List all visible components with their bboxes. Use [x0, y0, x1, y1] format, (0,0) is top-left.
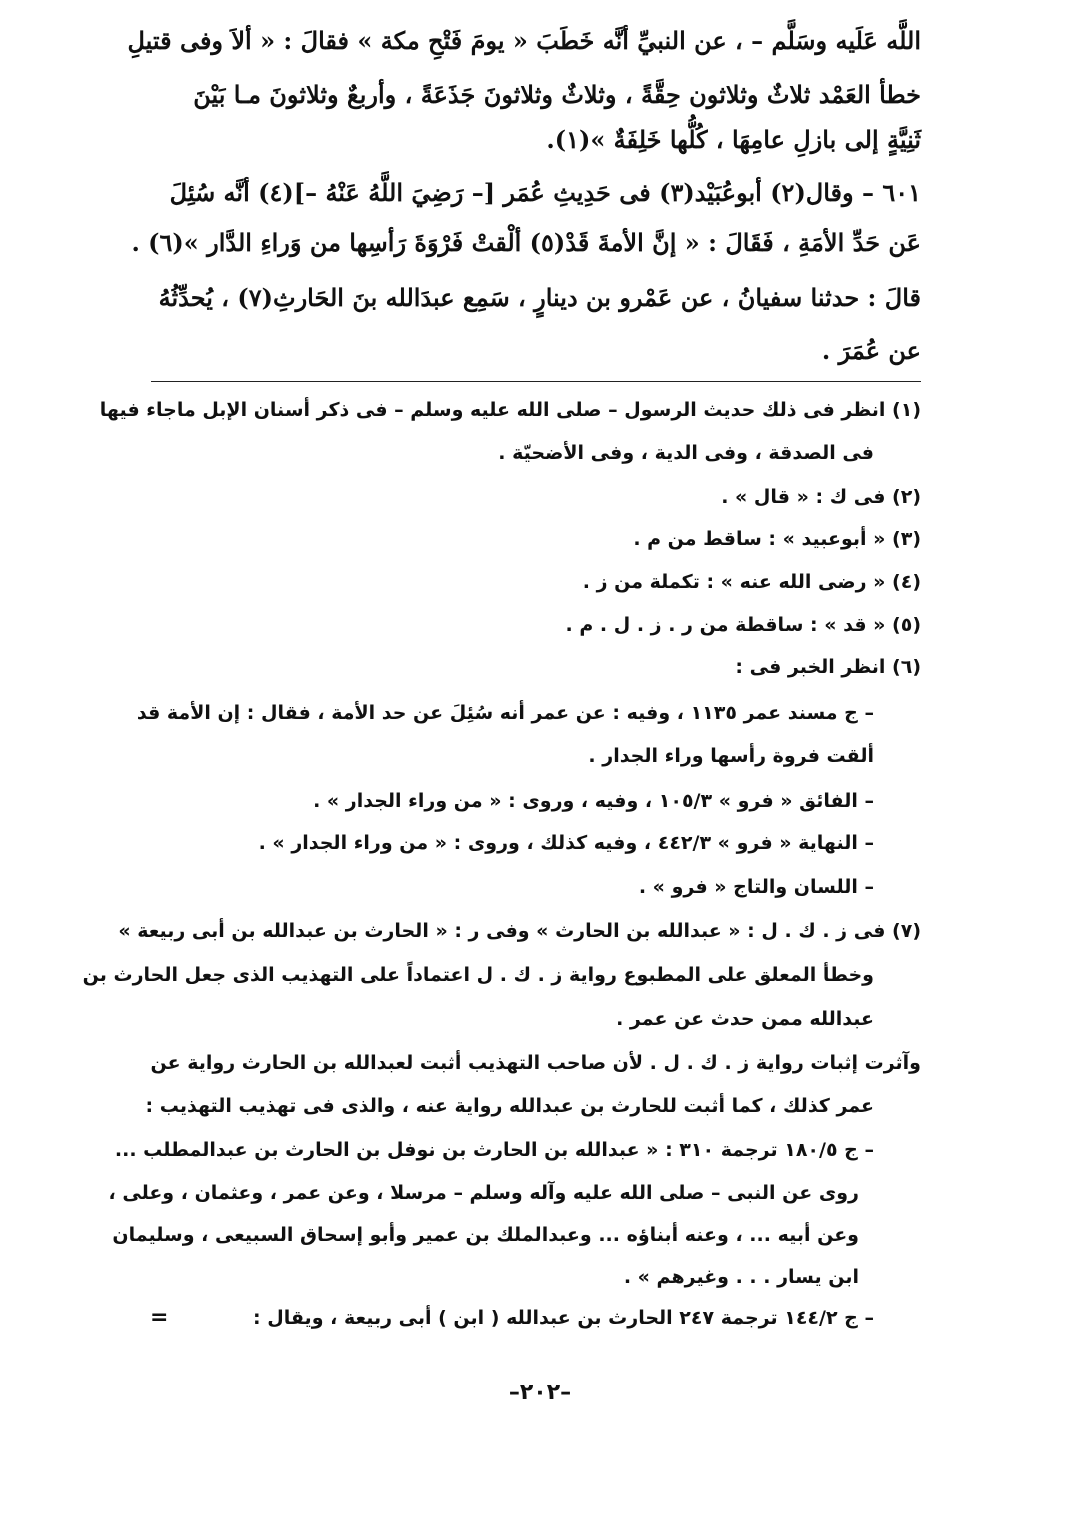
footnote-line: – ج ١٤٤/٢ ترجمة ٢٤٧ الحارث بن عبدالله ( ابن ) أبى ربيعة ، ويقال : [253, 1307, 874, 1329]
footnote-line: وآثرت إثبات رواية ز . ك . ل . لأن صاحب التهذيب أثبت لعبدالله بن الحارث رواية عن [150, 1052, 921, 1074]
main-text-line: ثَنِيَّةٍ إلى بازلِ عامِهَا ، كُلُّها خَلِفَةٌ »(١). [546, 125, 921, 154]
footnote-divider [151, 381, 921, 382]
main-text-line: خطأ العَمْد ثلاثٌ وثلاثون حِقَّةً ، وثلاثٌ وثلاثونَ جَذَعَةً ، وأربعٌ وثلاثونَ مـا بَيْنَ [193, 80, 921, 109]
footnote-line: ابن يسار . . . وغيرهم » . [623, 1266, 859, 1288]
footnote-line: فى الصدقة ، وفى الدية ، وفى الأضحيّة . [498, 442, 874, 464]
main-text-line: عن عُمَرَ . [821, 336, 921, 365]
continuation-mark: = [150, 1305, 169, 1330]
footnote-line: وخطأ المعلق على المطبوع رواية ز . ك . ل اعتماداً على التهذيب الذى جعل الحارث بن [82, 964, 874, 986]
footnote-line: ألقت فروة رأسها وراء الجدار . [588, 745, 874, 767]
main-text-line: قالَ : حدثنا سفيانُ ، عن عَمْرو بن دينارٍ ، سَمِع عبدَالله بنَ الحَارثِ(٧) ، يُحدِّثُهُ [158, 283, 921, 312]
footnote-line: – النهاية « فرو » ٤٤٢/٣ ، وفيه كذلك ، وروى : « من وراء الجدار » . [258, 832, 874, 854]
footnote-line: عمر كذلك ، كما أثبت للحارث بن عبدالله رواية عنه ، والذى فى تهذيب التهذيب : [145, 1095, 874, 1117]
footnote-line: (٧) فى ز . ك . ل : « عبدالله بن الحارث » وفى ر : « الحارث بن عبدالله بن أبى ربيعة » [118, 920, 921, 942]
footnote-line: (٥) « قد » : ساقطة من ر . ز . ل . م . [565, 614, 921, 636]
footnote-line: (٣) « أبوعبيد » : ساقط من م . [633, 528, 921, 550]
footnote-line: عبدالله ممن حدث عن عمر . [616, 1008, 874, 1030]
footnote-line: وعن أبيه ... ، وعنه أبناؤه ... وعبدالملك بن عمير وأبو إسحاق السبيعى ، وسليمان [112, 1224, 859, 1246]
footnote-line: – الفائق « فرو » ١٠٥/٣ ، وفيه ، وروى : « من وراء الجدار » . [313, 790, 874, 812]
footnote-line: (٤) « رضى الله عنه » : تكملة من ز . [582, 571, 921, 593]
footnote-line: (١) انظر فى ذلك حديث الرسول – صلى الله عليه وسلم – فى ذكر أسنان الإبل ماجاء فيها [99, 399, 921, 421]
footnote-line: – ج ١٨٠/٥ ترجمة ٣١٠ : « عبدالله بن الحارث بن نوفل بن الحارث بن عبدالمطلب ... [114, 1139, 874, 1161]
main-text-line: عَن حَدِّ الأمَةِ ، فَقَالَ : « إنَّ الأمةَ قَدْ(٥) ألْقتْ فَرْوَةَ رَأسِها من وَراءِ الدَّار »(٦) . [131, 228, 921, 257]
footnote-line: – ج مسند عمر ١١٣٥ ، وفيه : عن عمر أنه سُئِلَ عن حد الأمة ، فقال : إن الأمة قد [136, 702, 874, 724]
main-text-line: ٦٠١ – وقال(٢) أبوعُبَيْد(٣) فى حَدِيثِ عُمَر [– رَضِيَ اللَّهُ عَنْهُ –](٤) أنَّه سُئِلَ [169, 178, 921, 207]
footnote-line: روى عن النبى – صلى الله عليه وآله وسلم – مرسلا ، وعن عمر ، وعثمان ، وعلى ، [108, 1182, 859, 1204]
footnote-line: – اللسان والتاج « فرو » . [638, 876, 874, 898]
main-text-line: اللَّه عَلَيه وسَلَّم – ، عن النبيِّ أنَّه خَطَبَ « يومَ فَتْحِ مكة » فقالَ : « ألاَ وفى قتيلِ [127, 26, 921, 55]
footnote-line: (٢) فى ك : « قال » . [721, 486, 921, 508]
footnote-line: (٦) انظر الخبر فى : [735, 656, 921, 678]
page-number: –٢٠٢– [508, 1380, 572, 1405]
